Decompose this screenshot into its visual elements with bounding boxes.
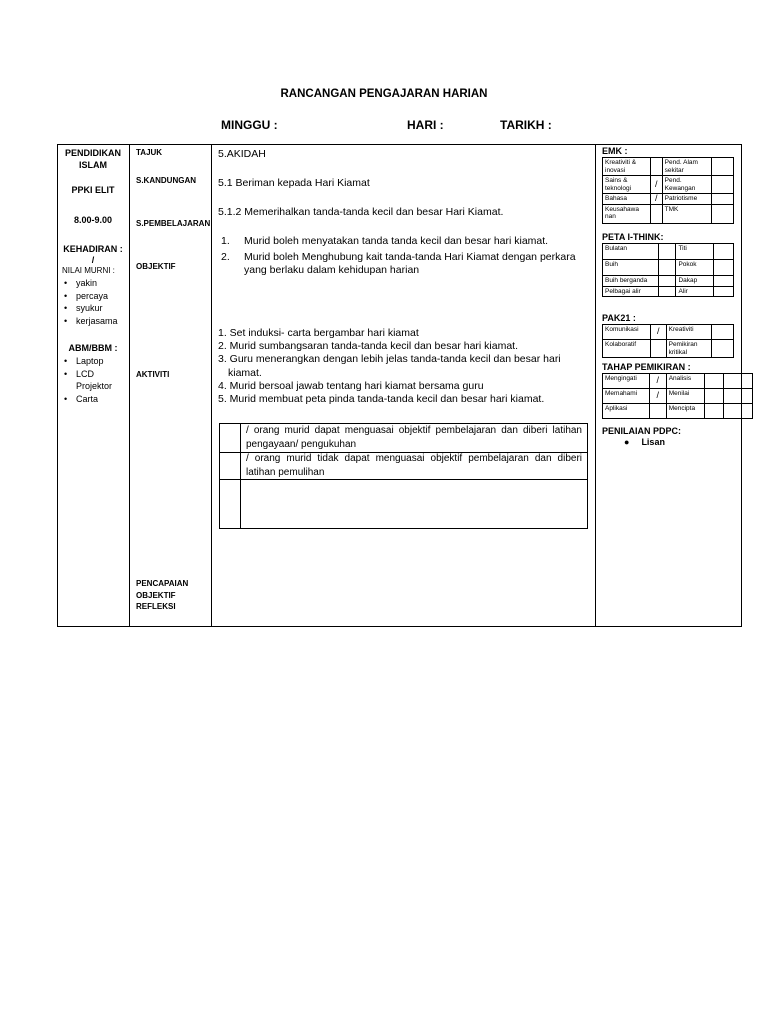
table-row: Memahami / Menilai: [603, 389, 753, 404]
tahap-label: TAHAP PEMIKIRAN :: [602, 362, 691, 372]
tahap-table: [602, 373, 753, 419]
pembelajaran-label: S.PEMBELAJARAN: [136, 219, 211, 228]
subject-line1: PENDIDIKAN: [64, 148, 121, 158]
column-divider: [595, 144, 596, 627]
tajuk-value: 5.AKIDAH: [218, 148, 266, 160]
attendance-value: /: [91, 255, 95, 265]
table-row: Keusahawa nan TMK: [603, 204, 734, 223]
subject-line2: ISLAM: [79, 160, 107, 170]
table-row: Komunikasi / Kreativiti: [603, 325, 734, 340]
reflection-achieved: / orang murid dapat menguasai objektif pembelajaran dan diberi latihan pengayaan/ pengukuhan: [246, 425, 582, 450]
reflection-table: [219, 423, 588, 529]
ithink-table: [602, 243, 734, 297]
kandungan-value: 5.1 Beriman kepada Hari Kiamat: [218, 177, 370, 189]
minggu-label: MINGGU :: [221, 118, 278, 132]
reflection-not-achieved: / orang murid tidak dapat menguasai objektif pembelajaran dan diberi latihan pemulihan: [246, 453, 582, 478]
table-row: Sains & teknologi / Pend. Kewangan: [603, 176, 734, 194]
list-item: 2. Murid boleh Menghubung kait tanda-tanda Hari Kiamat dengan perkara yang berlaku dalam kehidupan harian: [221, 251, 576, 276]
pencapaian-label-objektif: OBJEKTIF: [136, 591, 176, 600]
activities-list: [218, 327, 578, 406]
bullet-icon: ●: [624, 437, 630, 447]
table-row: Mengingati / Analisis: [603, 374, 753, 389]
pak21-label: PAK21 :: [602, 313, 636, 323]
penilaian-label: PENILAIAN PDPC:: [602, 426, 682, 436]
values-label: NILAI MURNI :: [62, 266, 115, 275]
tajuk-label: TAJUK: [136, 148, 163, 157]
emk-label: EMK :: [602, 146, 628, 156]
list-item: • percaya: [62, 290, 128, 303]
table-row: Kreativiti & inovasi Pend. Alam sekitar: [603, 158, 734, 176]
page-title: RANCANGAN PENGAJARAN HARIAN: [280, 88, 488, 100]
list-item: • LCD Projektor: [62, 368, 128, 393]
table-row: Aplikasi Mencipta: [603, 404, 753, 419]
table-row: Buih Pokok: [603, 260, 734, 276]
emk-table: [602, 157, 734, 224]
hari-label: HARI :: [407, 118, 444, 132]
pak21-table: [602, 324, 734, 358]
list-item: 3. Guru menerangkan dengan lebih jelas tanda-tanda kecil dan besar hari kiamat.: [218, 353, 561, 379]
list-item: 1. Murid boleh menyatakan tanda tanda kecil dan besar hari kiamat.: [221, 235, 549, 247]
list-item: • Laptop: [62, 355, 128, 368]
ithink-label: PETA I-THINK:: [602, 232, 664, 242]
table-row: Pelbagai alir Alir: [603, 286, 734, 297]
list-item: • syukur: [62, 302, 128, 315]
lesson-time: 8.00-9.00: [73, 215, 113, 225]
list-item: 5. Murid membuat peta pinda tanda-tanda kecil dan besar hari kiamat.: [218, 393, 545, 406]
objectives-list: [218, 235, 586, 277]
tarikh-label: TARIKH :: [500, 118, 552, 132]
column-divider: [211, 144, 212, 627]
kandungan-label: S.KANDUNGAN: [136, 176, 196, 185]
aktiviti-label: AKTIVITI: [136, 370, 170, 379]
list-item: 2. Murid sumbangsaran tanda-tanda kecil dan besar hari kiamat.: [218, 340, 518, 353]
column-divider: [129, 144, 130, 627]
materials-label: ABM/BBM :: [68, 343, 118, 353]
list-item: • kerjasama: [62, 315, 128, 328]
table-row: Bulatan Titi: [603, 244, 734, 260]
list-item: • Carta: [62, 393, 128, 406]
list-item: 1. Set induksi- carta bergambar hari kiamat: [218, 327, 419, 339]
values-list: [62, 277, 128, 327]
table-row: Kolaboratif Pemikiran kritikal: [603, 340, 734, 358]
pembelajaran-value: 5.1.2 Memerihalkan tanda-tanda kecil dan besar Hari Kiamat.: [218, 206, 504, 218]
class-name: PPKI ELIT: [71, 185, 115, 195]
pencapaian-label-refleksi: REFLEKSI: [136, 602, 176, 611]
materials-list: [62, 355, 128, 405]
penilaian-item: ● Lisan: [624, 437, 665, 447]
attendance-label: KEHADIRAN :: [63, 244, 123, 254]
table-row: Bahasa / Patriotisme: [603, 194, 734, 205]
list-item: 4. Murid bersoal jawab tentang hari kiamat bersama guru: [218, 379, 484, 392]
objektif-label: OBJEKTIF: [136, 262, 176, 271]
table-row: Buih berganda Dakap: [603, 276, 734, 287]
pencapaian-label: PENCAPAIAN: [136, 579, 189, 588]
list-item: • yakin: [62, 277, 128, 290]
